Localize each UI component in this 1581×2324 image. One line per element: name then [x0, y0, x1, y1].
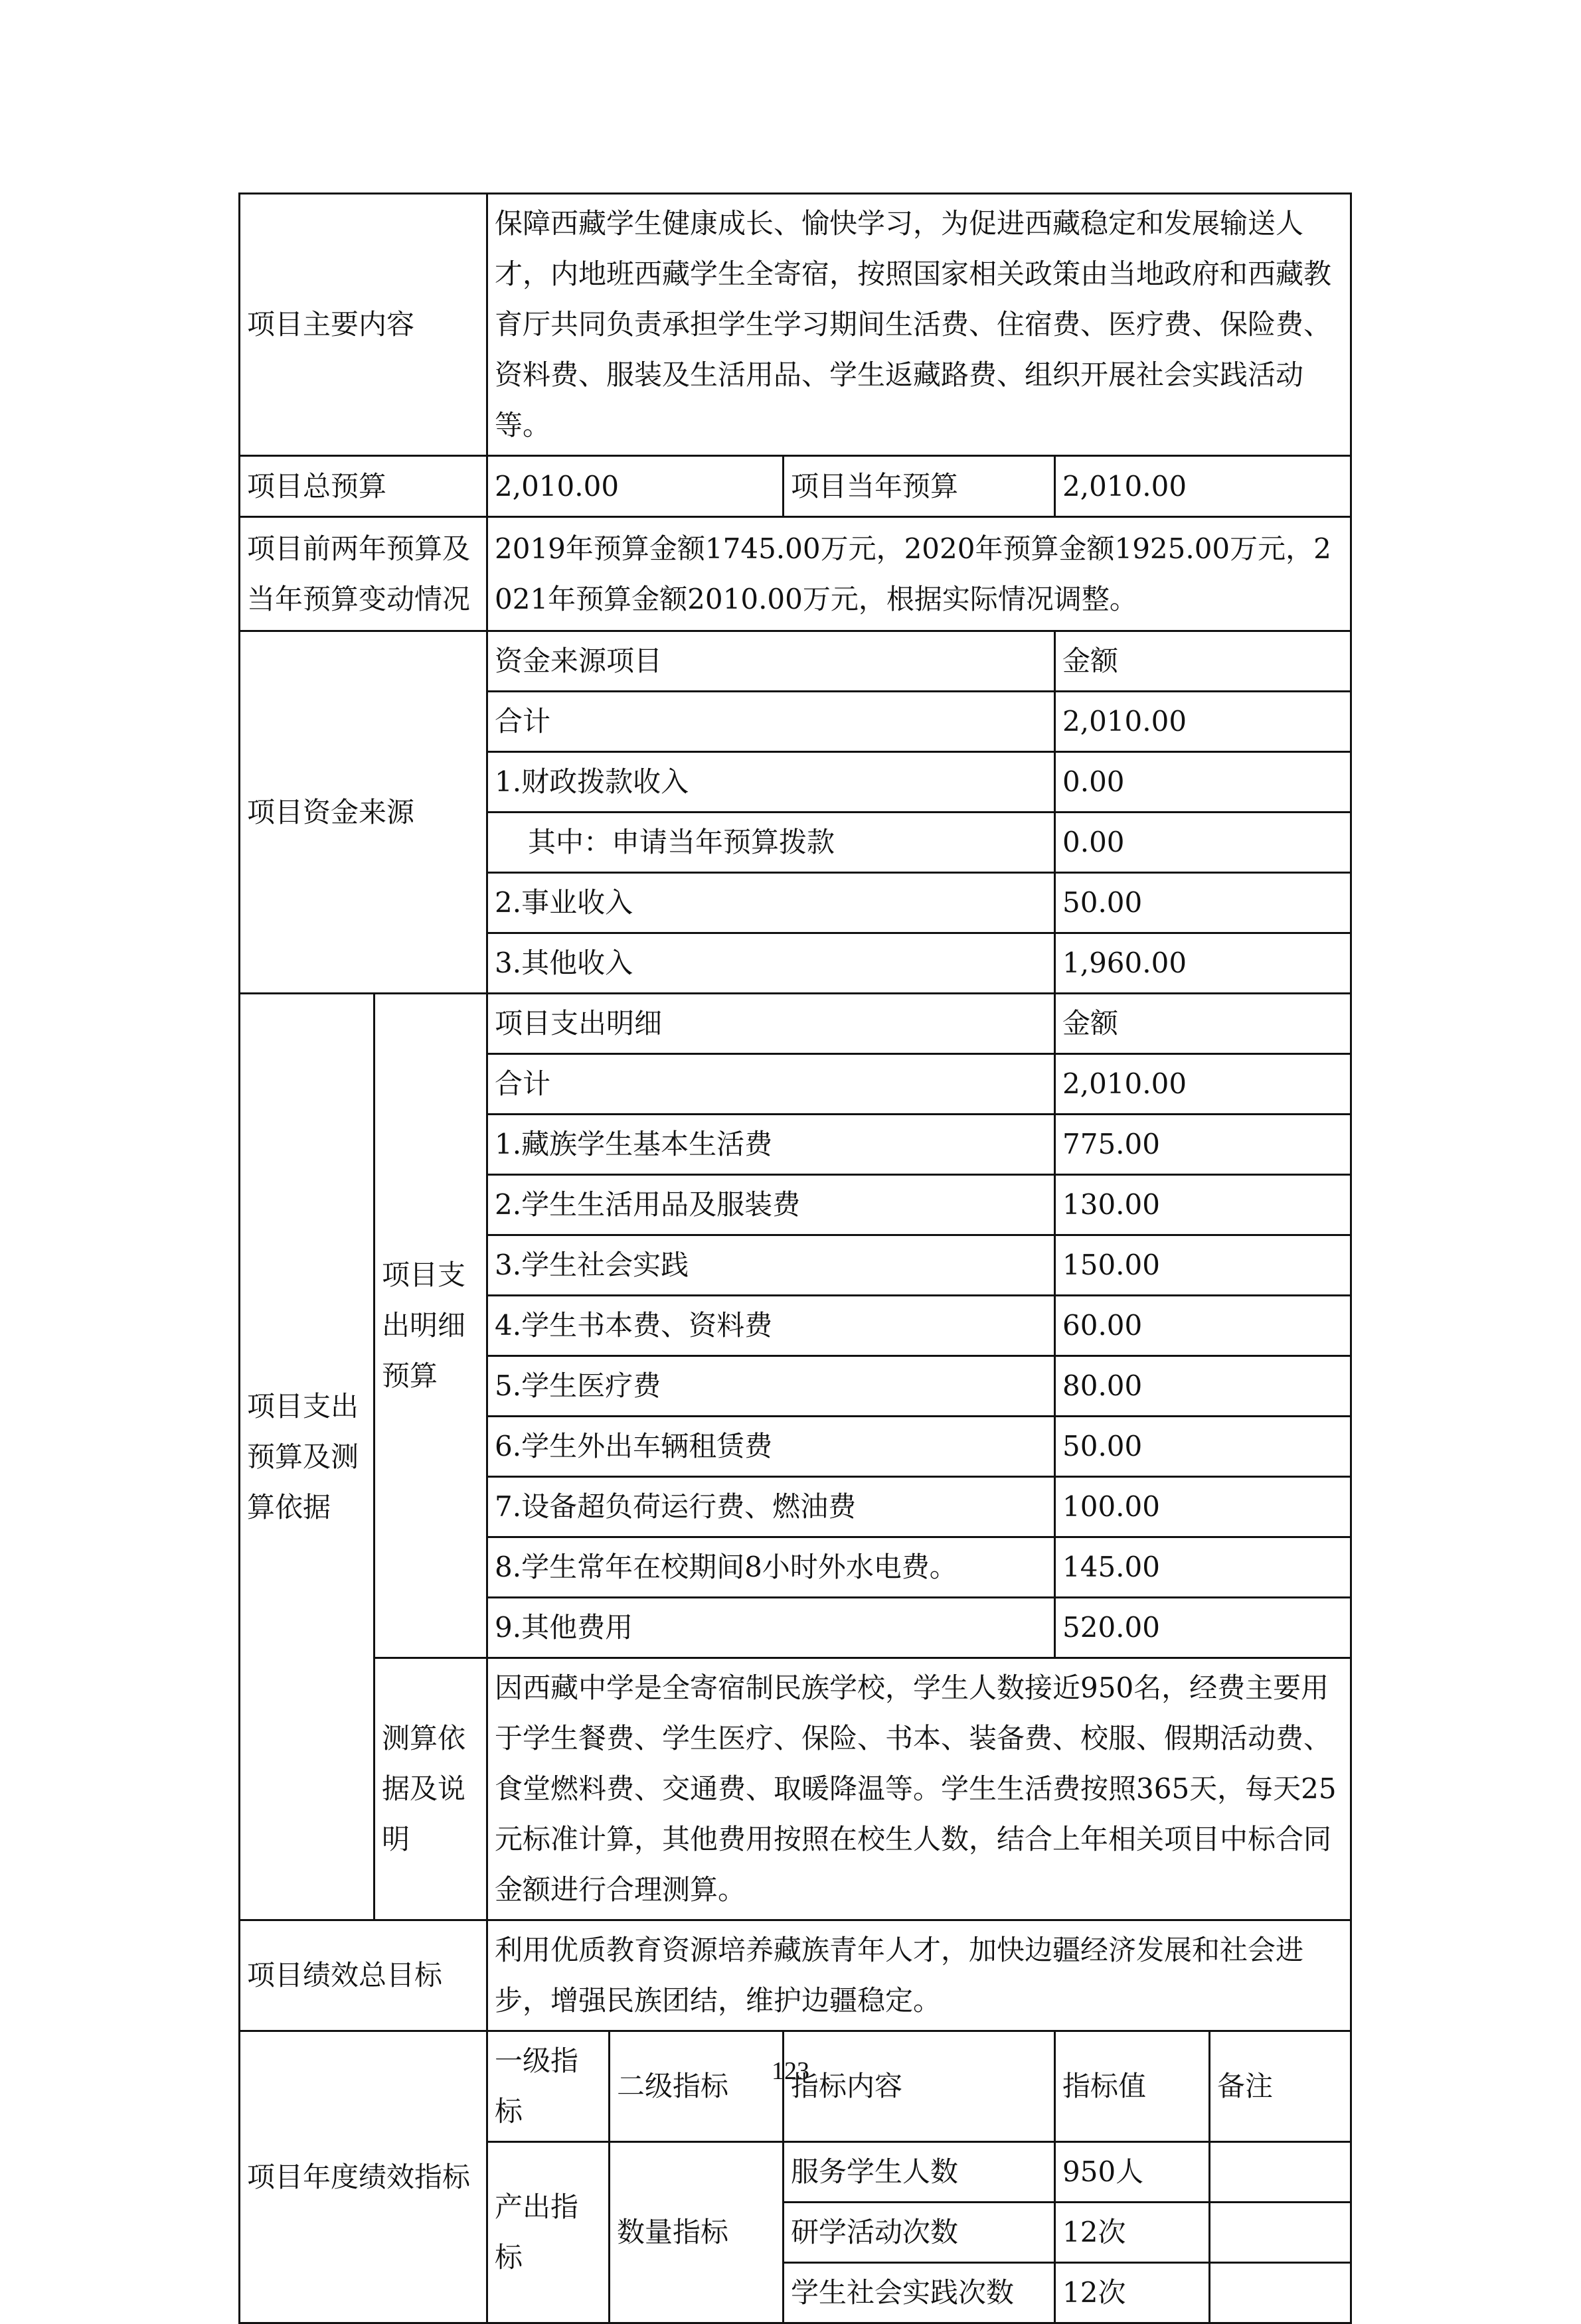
history-label: 项目前两年预算及当年预算变动情况 — [240, 517, 487, 631]
expense-label: 项目支出预算及测算依据 — [240, 994, 374, 1920]
basis-row — [240, 1658, 1351, 1920]
funding-item: 合计 — [487, 692, 1055, 752]
indicator-content: 服务学生人数 — [784, 2142, 1055, 2203]
total-budget-value: 2,010.00 — [487, 456, 784, 517]
year-budget-label: 项目当年预算 — [784, 456, 1055, 517]
main-content-row — [240, 194, 1351, 456]
expense-detail-label: 项目支出明细预算 — [374, 994, 487, 1658]
indicator-note — [1210, 2263, 1351, 2323]
expense-header-amount: 金额 — [1055, 994, 1351, 1054]
funding-amount: 0.00 — [1055, 752, 1351, 813]
goal-label: 项目绩效总目标 — [240, 1920, 487, 2031]
expense-item: 4.学生书本费、资料费 — [487, 1296, 1055, 1356]
expense-item: 1.藏族学生基本生活费 — [487, 1115, 1055, 1175]
expense-item: 7.设备超负荷运行费、燃油费 — [487, 1477, 1055, 1537]
budget-row — [240, 456, 1351, 517]
indicator-level1: 产出指标 — [487, 2142, 610, 2323]
funding-item: 2.事业收入 — [487, 873, 1055, 933]
expense-amount: 60.00 — [1055, 1296, 1351, 1356]
expense-amount: 145.00 — [1055, 1537, 1351, 1598]
indicator-header-row — [240, 2031, 1351, 2142]
funding-label: 项目资金来源 — [240, 631, 487, 994]
expense-amount: 80.00 — [1055, 1356, 1351, 1417]
total-budget-label: 项目总预算 — [240, 456, 487, 517]
expense-amount: 130.00 — [1055, 1175, 1351, 1235]
funding-header-row — [240, 631, 1351, 692]
expense-item: 6.学生外出车辆租赁费 — [487, 1417, 1055, 1477]
funding-amount: 50.00 — [1055, 873, 1351, 933]
funding-item: 3.其他收入 — [487, 933, 1055, 994]
indicator-header: 备注 — [1210, 2031, 1351, 2142]
year-budget-value: 2,010.00 — [1055, 456, 1351, 517]
basis-label: 测算依据及说明 — [374, 1658, 487, 1920]
indicator-label: 项目年度绩效指标 — [240, 2031, 487, 2323]
expense-amount: 100.00 — [1055, 1477, 1351, 1537]
funding-item: 其中：申请当年预算拨款 — [487, 813, 1055, 873]
expense-amount: 50.00 — [1055, 1417, 1351, 1477]
indicator-header: 一级指标 — [487, 2031, 610, 2142]
indicator-header: 指标内容 — [784, 2031, 1055, 2142]
main-content-label: 项目主要内容 — [240, 194, 487, 456]
indicator-header: 二级指标 — [610, 2031, 784, 2142]
indicator-value: 950人 — [1055, 2142, 1210, 2203]
expense-header-item: 项目支出明细 — [487, 994, 1055, 1054]
indicator-content: 研学活动次数 — [784, 2203, 1055, 2263]
indicator-value: 12次 — [1055, 2203, 1210, 2263]
expense-header-row — [240, 994, 1351, 1054]
indicator-value: 12次 — [1055, 2263, 1210, 2323]
funding-amount: 2,010.00 — [1055, 692, 1351, 752]
indicator-note — [1210, 2142, 1351, 2203]
goal-text: 利用优质教育资源培养藏族青年人才，加快边疆经济发展和社会进步，增强民族团结，维护边疆稳定。 — [487, 1920, 1351, 2031]
expense-amount: 775.00 — [1055, 1115, 1351, 1175]
goal-row — [240, 1920, 1351, 2031]
indicator-content: 学生社会实践次数 — [784, 2263, 1055, 2323]
indicator-note — [1210, 2203, 1351, 2263]
funding-header-amount: 金额 — [1055, 631, 1351, 692]
expense-amount: 520.00 — [1055, 1598, 1351, 1658]
history-text: 2019年预算金额1745.00万元，2020年预算金额1925.00万元，2021年预算金额2010.00万元，根据实际情况调整。 — [487, 517, 1351, 631]
indicator-header: 指标值 — [1055, 2031, 1210, 2142]
indicator-level2: 数量指标 — [610, 2142, 784, 2323]
funding-item: 1.财政拨款收入 — [487, 752, 1055, 813]
page-number: 123 — [772, 2057, 809, 2085]
expense-item: 2.学生生活用品及服装费 — [487, 1175, 1055, 1235]
expense-item: 合计 — [487, 1054, 1055, 1115]
expense-item: 5.学生医疗费 — [487, 1356, 1055, 1417]
main-content-text: 保障西藏学生健康成长、愉快学习，为促进西藏稳定和发展输送人才，内地班西藏学生全寄宿，按照国家相关政策由当地政府和西藏教育厅共同负责承担学生学习期间生活费、住宿费、医疗费、保险费、资料费、服装及生活用品、学生返藏路费、组织开展社会实践活动等。 — [487, 194, 1351, 456]
expense-item: 8.学生常年在校期间8小时外水电费。 — [487, 1537, 1055, 1598]
funding-amount: 1,960.00 — [1055, 933, 1351, 994]
basis-text: 因西藏中学是全寄宿制民族学校，学生人数接近950名，经费主要用于学生餐费、学生医疗、保险、书本、装备费、校服、假期活动费、食堂燃料费、交通费、取暖降温等。学生生活费按照365天，每天25元标准计算，其他费用按照在校生人数，结合上年相关项目中标合同金额进行合理测算。 — [487, 1658, 1351, 1920]
funding-amount: 0.00 — [1055, 813, 1351, 873]
expense-amount: 2,010.00 — [1055, 1054, 1351, 1115]
expense-amount: 150.00 — [1055, 1235, 1351, 1296]
expense-item: 9.其他费用 — [487, 1598, 1055, 1658]
history-row — [240, 517, 1351, 631]
funding-header-item: 资金来源项目 — [487, 631, 1055, 692]
expense-item: 3.学生社会实践 — [487, 1235, 1055, 1296]
budget-table — [238, 193, 1352, 2324]
